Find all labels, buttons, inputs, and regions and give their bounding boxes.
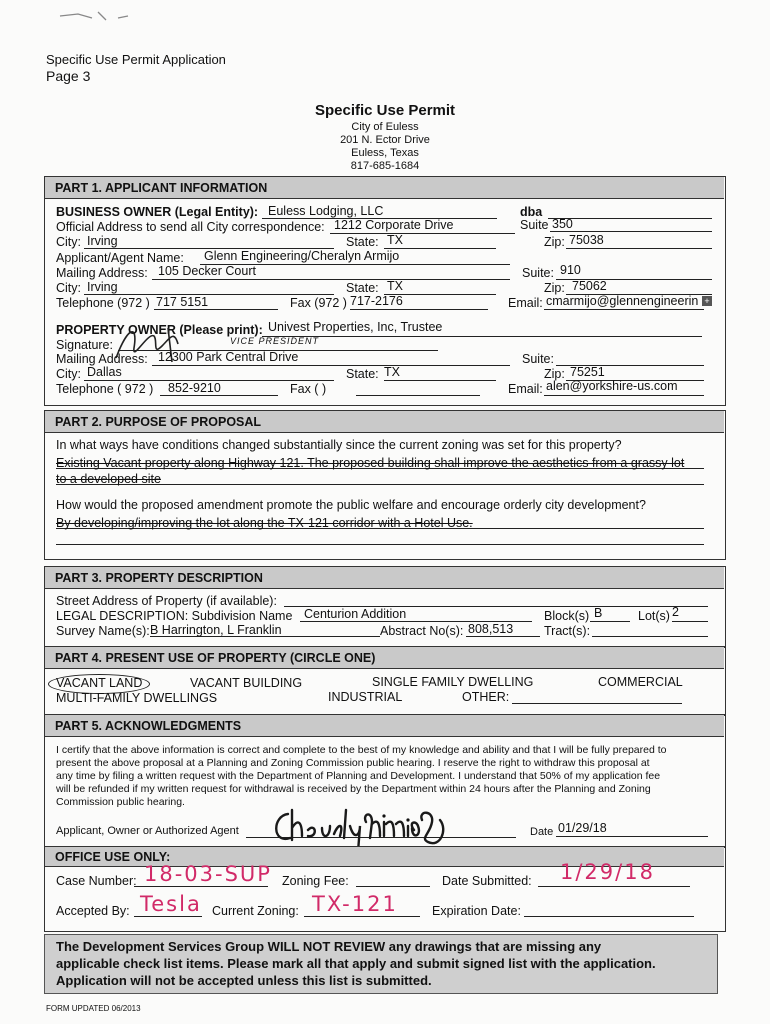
city3-field[interactable]: Dallas (87, 365, 122, 379)
fax3-label: Fax ( ) (290, 382, 327, 396)
business-owner-label: BUSINESS OWNER (Legal Entity): (56, 205, 259, 219)
form-updated-footer: FORM UPDATED 06/2013 (46, 1004, 141, 1013)
block-label: Block(s) (544, 609, 590, 623)
suite-field[interactable]: 350 (552, 217, 573, 231)
telephone-label: Telephone (972 ) (56, 296, 150, 310)
expiration-date-label: Expiration Date: (432, 904, 521, 918)
property-owner-label: PROPERTY OWNER (Please print): (56, 323, 263, 337)
email-field[interactable]: cmarmijo@glennengineerin (546, 294, 699, 308)
notice-line2: applicable check list items. Please mark all that apply and submit signed list with the application. (56, 956, 656, 971)
question-conditions-changed: In what ways have conditions changed substantially since the current zoning was set for this property? (56, 438, 622, 452)
ack-text-line3: any time by filing a written request with the Department of Planning and Development. I understand that 50% of my application fee (56, 770, 661, 782)
suite3-label: Suite: (522, 352, 554, 366)
current-zoning-field[interactable]: TX-121 (312, 892, 398, 916)
dba-label: dba (520, 205, 543, 219)
accepted-by-label: Accepted By: (56, 904, 130, 918)
legal-description-label: LEGAL DESCRIPTION: Subdivision Name (56, 609, 293, 623)
state2-label: State: (346, 281, 379, 295)
scan-smudge (58, 6, 138, 28)
state3-label: State: (346, 367, 379, 381)
city2-label: City: (56, 281, 81, 295)
accepted-by-field[interactable]: Tesla (140, 892, 202, 916)
subdivision-field[interactable]: Centurion Addition (304, 607, 407, 621)
page-number: Page 3 (46, 68, 91, 84)
answer-conditions-line2[interactable]: to a developed site (56, 472, 161, 486)
applicant-label: Applicant, Owner or Authorized Agent (56, 825, 239, 837)
signature-label: Signature: (56, 338, 113, 352)
mailing3-label: Mailing Address: (56, 352, 148, 366)
title-city-state: Euless, Texas (351, 147, 419, 159)
option-commercial[interactable]: COMMERCIAL (598, 675, 683, 689)
zip-field[interactable]: 75038 (569, 233, 604, 247)
date-label: Date (530, 826, 554, 838)
mailing-label: Mailing Address: (56, 266, 148, 280)
agent-label: Applicant/Agent Name: (56, 251, 184, 265)
case-number-field[interactable]: 18-03-SUP (144, 862, 272, 886)
title-city: City of Euless (351, 121, 419, 133)
signature-title: VICE PRESIDENT (230, 336, 320, 346)
part1-heading: PART 1. APPLICANT INFORMATION (45, 177, 724, 199)
part4-heading: PART 4. PRESENT USE OF PROPERTY (CIRCLE ONE) (45, 647, 724, 669)
city-label: City: (56, 235, 81, 249)
suite2-field[interactable]: 910 (560, 263, 581, 277)
lot-field[interactable]: 2 (672, 605, 679, 619)
state-label: State: (346, 235, 379, 249)
email3-label: Email: (508, 382, 543, 396)
part2-heading: PART 2. PURPOSE OF PROPOSAL (45, 411, 724, 433)
street-address-label: Street Address of Property (if available): (56, 594, 277, 608)
option-multi-family[interactable]: MULTI-FAMILY DWELLINGS (56, 691, 218, 705)
telephone3-label: Telephone ( 972 ) (56, 382, 154, 396)
answer-conditions-line1[interactable]: Existing Vacant property along Highway 121. The proposed building shall improve the aesthetics from a grassy lot (56, 456, 685, 470)
part5-heading: PART 5. ACKNOWLEDGMENTS (45, 715, 724, 737)
case-number-label: Case Number: (56, 874, 137, 888)
telephone3-field[interactable]: 852-9210 (168, 381, 221, 395)
city-field[interactable]: Irving (87, 234, 118, 248)
zoning-fee-label: Zoning Fee: (282, 874, 349, 888)
suite-label: Suite (520, 218, 549, 232)
ack-text-line5: Commission public hearing. (56, 796, 185, 808)
part3-heading: PART 3. PROPERTY DESCRIPTION (45, 567, 724, 589)
office-heading: OFFICE USE ONLY: (45, 847, 724, 867)
survey-label: Survey Name(s): (56, 624, 150, 638)
email-label: Email: (508, 296, 543, 310)
option-industrial[interactable]: INDUSTRIAL (328, 690, 403, 704)
city2-field[interactable]: Irving (87, 280, 118, 294)
business-owner-field[interactable]: Euless Lodging, LLC (268, 204, 384, 218)
expand-icon: + (702, 296, 712, 306)
telephone-field[interactable]: 717 5151 (156, 295, 209, 309)
official-address-label: Official Address to send all City correspondence: (56, 220, 325, 234)
fax-label: Fax (972 ) (290, 296, 347, 310)
zip2-field[interactable]: 75062 (572, 279, 607, 293)
abstract-label: Abstract No(s): (380, 624, 464, 638)
date-submitted-field[interactable]: 1/29/18 (560, 860, 655, 884)
question-public-welfare: How would the proposed amendment promote the public welfare and encourage orderly city development? (56, 498, 646, 512)
lot-label: Lot(s) (638, 609, 670, 623)
notice-line3: Application will not be accepted unless this list is submitted. (56, 973, 432, 988)
mailing3-field[interactable]: 12300 Park Central Drive (158, 350, 299, 364)
zip-label: Zip: (544, 235, 565, 249)
zip3-field[interactable]: 75251 (570, 365, 605, 379)
date-submitted-label: Date Submitted: (442, 874, 532, 888)
state2-field[interactable]: TX (387, 279, 403, 293)
option-single-family[interactable]: SINGLE FAMILY DWELLING (372, 675, 534, 689)
city3-label: City: (56, 367, 81, 381)
zip3-label: Zip: (544, 367, 565, 381)
answer-public-welfare[interactable]: By developing/improving the lot along the TX-121 corridor with a Hotel Use. (56, 516, 473, 530)
option-vacant-land[interactable]: VACANT LAND (56, 676, 143, 690)
property-owner-field[interactable]: Univest Properties, Inc, Trustee (268, 320, 443, 334)
ack-date-field[interactable]: 01/29/18 (558, 821, 607, 835)
title-phone: 817-685-1684 (350, 160, 420, 172)
tract-label: Tract(s): (544, 624, 591, 638)
ack-text-line2: present the above proposal at a Planning and Zoning Commission public hearing. I reserve the right to withdraw this proposal at (56, 757, 650, 769)
current-zoning-label: Current Zoning: (212, 904, 299, 918)
option-vacant-building[interactable]: VACANT BUILDING (190, 676, 303, 690)
ack-text-line4: will be refunded if my written request for withdrawal is received by the Department within 24 hours after the Planning and Zoning (56, 783, 651, 795)
title-address: 201 N. Ector Drive (340, 134, 430, 146)
abstract-field[interactable]: 808,513 (468, 622, 514, 636)
agent-field[interactable]: Glenn Engineering/Cheralyn Armijo (204, 249, 400, 263)
ack-text-line1: I certify that the above information is correct and complete to the best of my knowledge and ability and that I will be fully prepared to (56, 744, 667, 756)
option-other[interactable]: OTHER: (462, 690, 510, 704)
page-title: Specific Use Permit (314, 102, 456, 119)
state3-field[interactable]: TX (384, 365, 400, 379)
fax-field[interactable]: 717-2176 (350, 294, 403, 308)
state-field[interactable]: TX (387, 233, 403, 247)
form-name: Specific Use Permit Application (46, 52, 226, 67)
notice-line1: The Development Services Group WILL NOT REVIEW any drawings that are missing any (56, 939, 602, 954)
zip2-label: Zip: (544, 281, 565, 295)
block-field[interactable]: B (594, 606, 603, 620)
official-address-field[interactable]: 1212 Corporate Drive (334, 218, 454, 232)
suite2-label: Suite: (522, 266, 554, 280)
email3-field[interactable]: alen@yorkshire-us.com (546, 379, 678, 393)
mailing-field[interactable]: 105 Decker Court (158, 264, 256, 278)
survey-field[interactable]: B Harrington, L Franklin (150, 623, 282, 637)
